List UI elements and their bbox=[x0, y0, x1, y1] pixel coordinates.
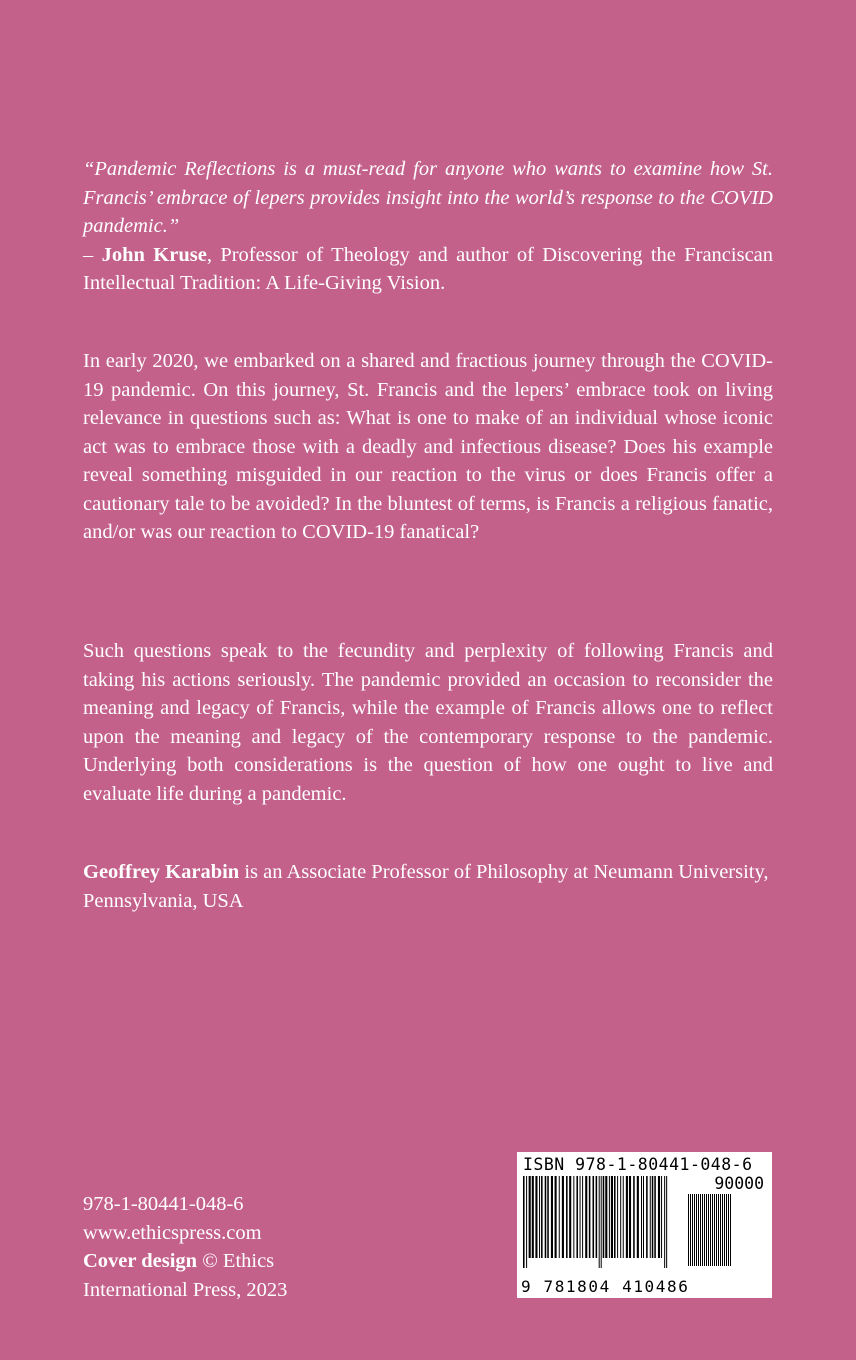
barcode-bar bbox=[535, 1176, 537, 1258]
cover-design-label: Cover design bbox=[83, 1250, 198, 1272]
barcode-bars-main bbox=[523, 1176, 686, 1272]
barcode-bar bbox=[661, 1176, 662, 1258]
barcode-bar bbox=[611, 1176, 613, 1258]
barcode-bar bbox=[576, 1176, 578, 1258]
barcode-bar bbox=[589, 1176, 591, 1258]
barcode-bar bbox=[714, 1194, 715, 1266]
quote-author: John Kruse bbox=[101, 243, 207, 266]
barcode-bar bbox=[700, 1194, 701, 1266]
barcode-bar bbox=[710, 1194, 711, 1266]
barcode-bar bbox=[712, 1194, 713, 1266]
barcode-bar bbox=[555, 1176, 557, 1258]
barcode-bar bbox=[580, 1176, 581, 1258]
barcode-bar bbox=[652, 1176, 654, 1258]
barcode-bar bbox=[698, 1194, 699, 1266]
barcode-bar bbox=[603, 1176, 605, 1258]
barcode-bar bbox=[724, 1194, 725, 1266]
barcode-bar bbox=[545, 1176, 547, 1258]
barcode-bar bbox=[532, 1176, 534, 1258]
barcode-bar bbox=[650, 1176, 651, 1258]
barcode-bar bbox=[593, 1176, 595, 1258]
quote-dash: – bbox=[83, 243, 102, 266]
cover-design-credit: © Ethics bbox=[197, 1250, 275, 1272]
barcode-bar bbox=[582, 1176, 583, 1258]
imprint-publisher: International Press, 2023 bbox=[83, 1278, 288, 1301]
barcode-bar bbox=[539, 1176, 540, 1258]
barcode-bar bbox=[720, 1194, 721, 1266]
barcode-bar bbox=[716, 1194, 717, 1266]
barcode-bar bbox=[559, 1176, 560, 1258]
barcode-bar bbox=[730, 1194, 731, 1266]
barcode-bar bbox=[617, 1176, 618, 1258]
barcode-bar bbox=[666, 1176, 667, 1268]
barcode-bar bbox=[641, 1176, 642, 1258]
barcode-price-code: 90000 bbox=[714, 1174, 764, 1193]
barcode-bar bbox=[599, 1176, 600, 1268]
barcode-bar bbox=[523, 1176, 525, 1268]
imprint-cover-credit bbox=[83, 1247, 287, 1276]
barcode-bar bbox=[620, 1176, 621, 1258]
barcode-bar bbox=[566, 1176, 568, 1258]
author-bio bbox=[83, 858, 773, 915]
barcode-bar bbox=[728, 1194, 729, 1266]
quote-attribution: , Professor of Theology and author of Discovering the Franciscan Intellectual Tradition: A Life-Giving Vision. bbox=[83, 243, 774, 294]
barcode-digits: 9 781804 410486 bbox=[521, 1277, 690, 1296]
barcode-bar bbox=[609, 1176, 610, 1258]
imprint-isbn: 978-1-80441-048-6 bbox=[83, 1193, 244, 1215]
barcode-bar bbox=[706, 1194, 707, 1266]
barcode-bar bbox=[605, 1176, 607, 1258]
imprint-website: www.ethicspress.com bbox=[83, 1221, 262, 1244]
barcode-bar bbox=[722, 1194, 723, 1266]
barcode-bar bbox=[643, 1176, 644, 1258]
barcode-bar bbox=[623, 1176, 624, 1258]
barcode-bar bbox=[694, 1194, 695, 1266]
barcode-bar bbox=[626, 1176, 628, 1258]
barcode-bar bbox=[637, 1176, 639, 1258]
barcode-bars-addon bbox=[688, 1194, 766, 1272]
barcode-bar bbox=[708, 1194, 709, 1266]
barcode-bar bbox=[541, 1176, 543, 1258]
isbn-barcode bbox=[517, 1152, 772, 1298]
barcode-bar bbox=[690, 1194, 691, 1266]
barcode-bar bbox=[633, 1176, 635, 1258]
paragraph-text: Such questions speak to the fecundity and perplexity of following Francis and taking his actions seriously. The pandemic provided an occasion to reconsider the meaning and legacy of Francis, while the example of Francis allows one to reflect upon the meaning and legacy of the contemporary response to the pandemic. Underlying both considerations is the question of how one ought to live and evaluate life during a pandemic. bbox=[83, 640, 773, 805]
barcode-bar bbox=[692, 1194, 693, 1266]
description-paragraph-1 bbox=[83, 347, 773, 547]
barcode-bar bbox=[601, 1176, 602, 1268]
barcode-isbn-label: ISBN 978-1-80441-048-6 bbox=[523, 1155, 753, 1174]
description-paragraph-2 bbox=[83, 637, 773, 808]
barcode-bar bbox=[654, 1176, 656, 1258]
barcode-bar bbox=[664, 1176, 665, 1268]
barcode-bar bbox=[702, 1194, 703, 1266]
barcode-bar bbox=[658, 1176, 660, 1258]
endorsement-quote bbox=[83, 155, 773, 298]
barcode-bar bbox=[688, 1194, 689, 1266]
barcode-bar bbox=[696, 1194, 697, 1266]
author-name: Geoffrey Karabin bbox=[83, 861, 240, 883]
barcode-bar bbox=[551, 1176, 553, 1258]
barcode-bar bbox=[529, 1176, 531, 1258]
barcode-bar bbox=[547, 1176, 549, 1258]
barcode-bar bbox=[718, 1194, 719, 1266]
barcode-bar bbox=[704, 1194, 705, 1266]
imprint-block bbox=[83, 1190, 287, 1304]
barcode-bar bbox=[646, 1176, 648, 1258]
barcode-bar bbox=[596, 1176, 598, 1258]
paragraph-text: In early 2020, we embarked on a shared and fractious journey through the COVID-19 pandemic. On this journey, St. Francis and the lepers’ embrace took on living relevance in questions such as: What is one to make of an individual whose iconic act was to embrace those with a deadly and infectious disease? Does his example reveal something misguided in our reaction to the virus or does Francis offer a cautionary tale to be avoided? In the bluntest of terms, is Francis a religious fanatic, and/or was our reaction to COVID-19 fanatical? bbox=[83, 350, 773, 543]
barcode-bar bbox=[569, 1176, 571, 1258]
barcode-bar bbox=[562, 1176, 564, 1258]
quote-text: “Pandemic Reflections is a must-read for anyone who wants to examine how St. Francis’ embrace of lepers provides insight into the world’s response to the COVID pandemic.” bbox=[83, 158, 773, 237]
barcode-bar bbox=[614, 1176, 616, 1258]
barcode-bar bbox=[526, 1176, 527, 1268]
barcode-bar bbox=[585, 1176, 587, 1258]
barcode-bar bbox=[573, 1176, 574, 1258]
barcode-bar bbox=[629, 1176, 631, 1258]
author-bio-text: is an Associate Professor of Philosophy at Neumann University, Pennsylvania, USA bbox=[83, 861, 769, 912]
barcode-bar bbox=[726, 1194, 727, 1266]
